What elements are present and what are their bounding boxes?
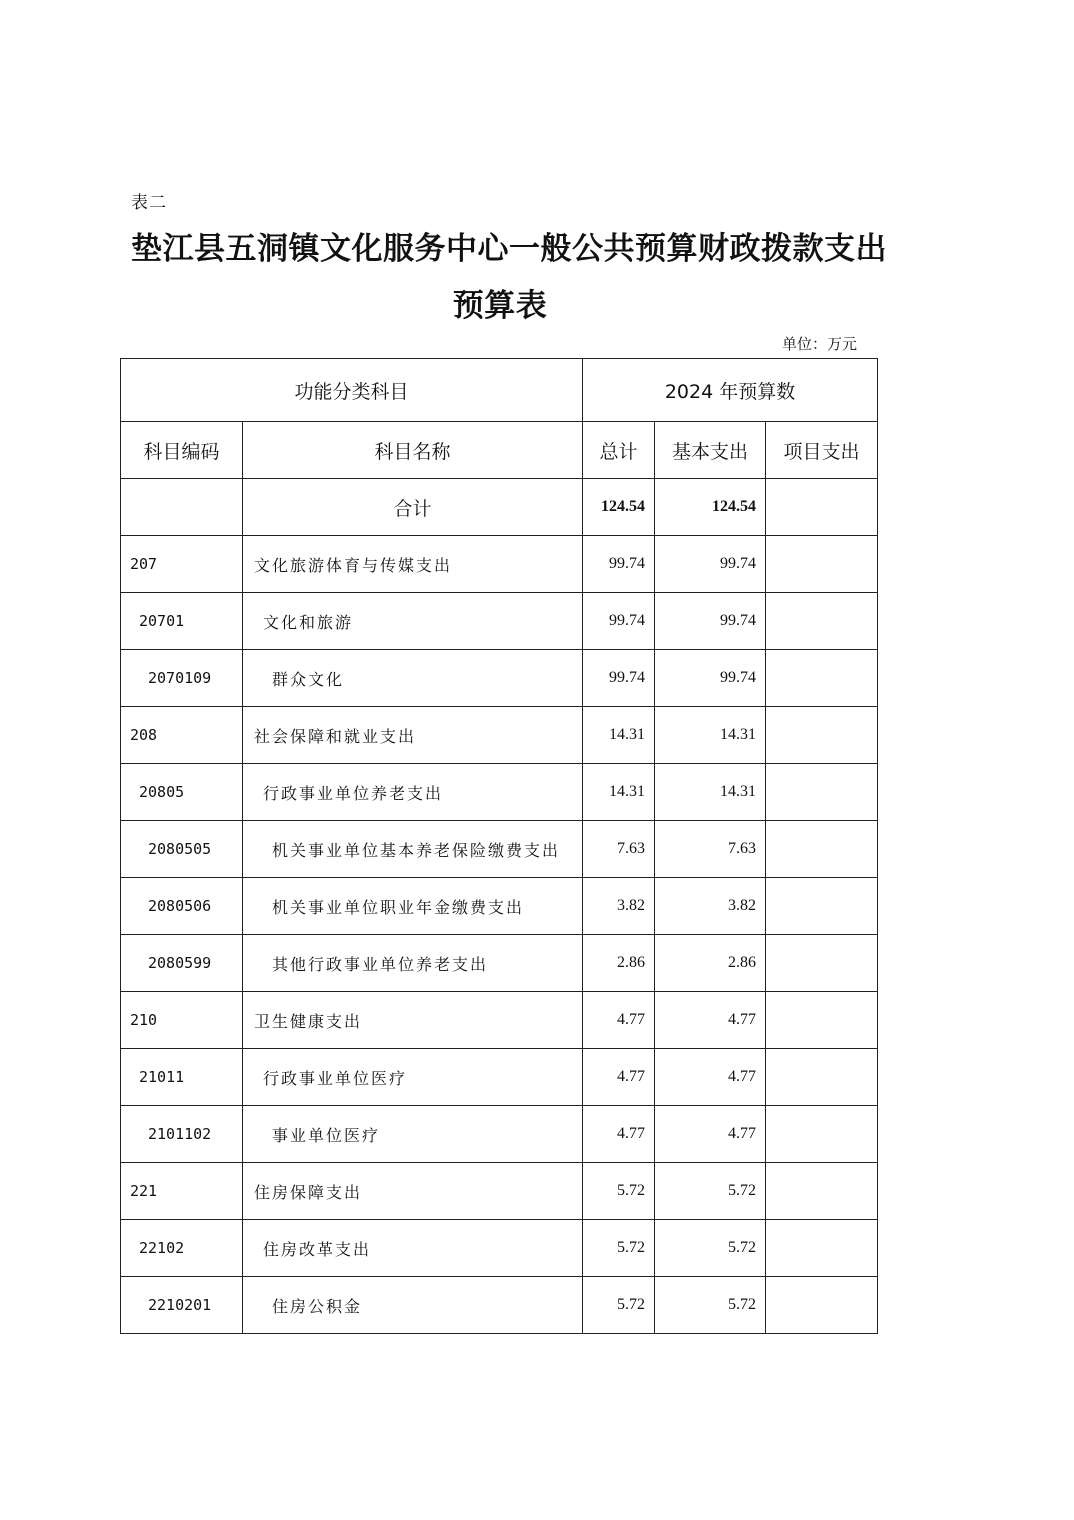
row-project xyxy=(766,935,878,992)
row-total: 3.82 xyxy=(583,878,655,935)
row-project xyxy=(766,650,878,707)
row-basic: 5.72 xyxy=(655,1220,766,1277)
row-code: 2080599 xyxy=(121,935,243,992)
row-total: 5.72 xyxy=(583,1163,655,1220)
document-title-line2: 预算表 xyxy=(452,288,548,324)
row-project xyxy=(766,1163,878,1220)
row-code: 2101102 xyxy=(121,1106,243,1163)
table-row xyxy=(121,878,878,935)
total-code-cell xyxy=(121,479,243,536)
table-row xyxy=(121,1220,878,1277)
table-row xyxy=(121,1163,878,1220)
document-title-line1: 垫江县五洞镇文化服务中心一般公共预算财政拨款支出 xyxy=(131,231,887,267)
col-header-code: 科目编码 xyxy=(121,422,243,479)
row-project xyxy=(766,593,878,650)
row-code: 221 xyxy=(121,1163,243,1220)
budget-year-header: 2024 年预算数 xyxy=(583,359,878,422)
table-row xyxy=(121,1277,878,1334)
row-total: 99.74 xyxy=(583,650,655,707)
total-project xyxy=(766,479,878,536)
total-total: 124.54 xyxy=(583,479,655,536)
table-row xyxy=(121,1106,878,1163)
group-header-row xyxy=(121,359,878,422)
row-code: 210 xyxy=(121,992,243,1049)
row-basic: 14.31 xyxy=(655,707,766,764)
row-name: 住房公积金 xyxy=(243,1277,583,1334)
total-basic: 124.54 xyxy=(655,479,766,536)
row-project xyxy=(766,1049,878,1106)
table-row xyxy=(121,935,878,992)
table-row xyxy=(121,707,878,764)
row-project xyxy=(766,992,878,1049)
total-row xyxy=(121,479,878,536)
table-row xyxy=(121,821,878,878)
row-name: 事业单位医疗 xyxy=(243,1106,583,1163)
col-header-basic: 基本支出 xyxy=(655,422,766,479)
total-label: 合计 xyxy=(243,479,583,536)
row-total: 4.77 xyxy=(583,992,655,1049)
table-row xyxy=(121,992,878,1049)
row-code: 207 xyxy=(121,536,243,593)
row-basic: 5.72 xyxy=(655,1163,766,1220)
row-name: 其他行政事业单位养老支出 xyxy=(243,935,583,992)
row-code: 20701 xyxy=(121,593,243,650)
row-total: 99.74 xyxy=(583,536,655,593)
row-total: 99.74 xyxy=(583,593,655,650)
row-name: 卫生健康支出 xyxy=(243,992,583,1049)
row-total: 5.72 xyxy=(583,1220,655,1277)
row-code: 21011 xyxy=(121,1049,243,1106)
col-header-project: 项目支出 xyxy=(766,422,878,479)
col-header-total: 总计 xyxy=(583,422,655,479)
row-total: 14.31 xyxy=(583,764,655,821)
row-basic: 3.82 xyxy=(655,878,766,935)
table-number: 表二 xyxy=(131,193,167,213)
row-name: 行政事业单位医疗 xyxy=(243,1049,583,1106)
row-name: 文化和旅游 xyxy=(243,593,583,650)
table-row xyxy=(121,536,878,593)
row-name: 机关事业单位基本养老保险缴费支出 xyxy=(243,821,583,878)
row-total: 5.72 xyxy=(583,1277,655,1334)
row-code: 2210201 xyxy=(121,1277,243,1334)
row-project xyxy=(766,1220,878,1277)
row-total: 4.77 xyxy=(583,1049,655,1106)
row-total: 7.63 xyxy=(583,821,655,878)
unit-label: 单位：万元 xyxy=(781,335,857,353)
table-row xyxy=(121,650,878,707)
row-name: 住房改革支出 xyxy=(243,1220,583,1277)
row-basic: 99.74 xyxy=(655,536,766,593)
table-row xyxy=(121,764,878,821)
row-total: 2.86 xyxy=(583,935,655,992)
row-code: 20805 xyxy=(121,764,243,821)
row-code: 2070109 xyxy=(121,650,243,707)
row-code: 2080506 xyxy=(121,878,243,935)
row-basic: 99.74 xyxy=(655,593,766,650)
row-basic: 5.72 xyxy=(655,1277,766,1334)
row-basic: 7.63 xyxy=(655,821,766,878)
table-row xyxy=(121,593,878,650)
row-project xyxy=(766,1277,878,1334)
budget-table xyxy=(120,358,878,1334)
row-code: 2080505 xyxy=(121,821,243,878)
row-name: 文化旅游体育与传媒支出 xyxy=(243,536,583,593)
row-total: 4.77 xyxy=(583,1106,655,1163)
col-header-name: 科目名称 xyxy=(243,422,583,479)
row-project xyxy=(766,707,878,764)
row-basic: 99.74 xyxy=(655,650,766,707)
row-name: 社会保障和就业支出 xyxy=(243,707,583,764)
row-basic: 14.31 xyxy=(655,764,766,821)
table-row xyxy=(121,1049,878,1106)
row-code: 22102 xyxy=(121,1220,243,1277)
row-total: 14.31 xyxy=(583,707,655,764)
row-name: 机关事业单位职业年金缴费支出 xyxy=(243,878,583,935)
row-code: 208 xyxy=(121,707,243,764)
row-name: 群众文化 xyxy=(243,650,583,707)
row-basic: 4.77 xyxy=(655,1049,766,1106)
row-basic: 2.86 xyxy=(655,935,766,992)
row-name: 行政事业单位养老支出 xyxy=(243,764,583,821)
row-basic: 4.77 xyxy=(655,992,766,1049)
row-project xyxy=(766,1106,878,1163)
row-project xyxy=(766,764,878,821)
column-header-row xyxy=(121,422,878,479)
row-project xyxy=(766,821,878,878)
row-project xyxy=(766,536,878,593)
row-name: 住房保障支出 xyxy=(243,1163,583,1220)
func-category-header: 功能分类科目 xyxy=(121,359,583,422)
row-project xyxy=(766,878,878,935)
row-basic: 4.77 xyxy=(655,1106,766,1163)
